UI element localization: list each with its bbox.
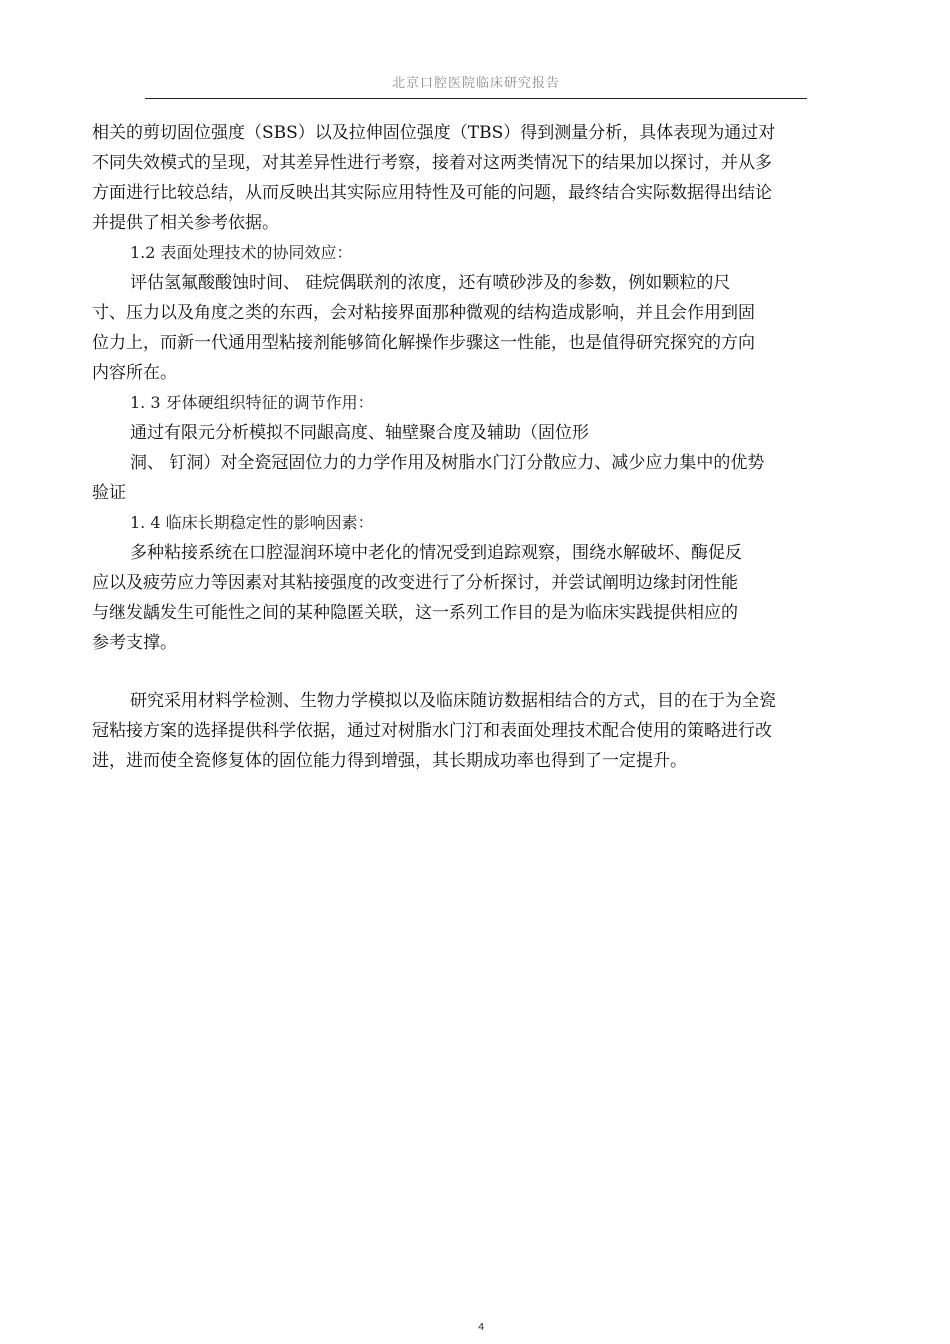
text-line: 多种粘接系统在口腔湿润环境中老化的情况受到追踪观察，围绕水解破坏、酶促反 bbox=[130, 543, 742, 563]
text-line: 通过有限元分析模拟不同龈高度、轴壁聚合度及辅助（固位形 bbox=[130, 423, 589, 443]
header-divider bbox=[145, 98, 807, 99]
page-number: 4 bbox=[478, 1322, 485, 1333]
text-line: 相关的剪切固位强度（SBS）以及拉伸固位强度（TBS）得到测量分析，具体表现为通过对 bbox=[92, 123, 776, 143]
text-line: 与继发龋发生可能性之间的某种隐匿关联，这一系列工作目的是为临床实践提供相应的 bbox=[92, 603, 738, 623]
text-line: 验证 bbox=[92, 483, 126, 503]
section-heading-1-3: 1. 3 牙体硬组织特征的调节作用： bbox=[130, 393, 374, 412]
paragraph-tooth-tissue bbox=[92, 418, 862, 508]
section-heading-1-4: 1. 4 临床长期稳定性的影响因素： bbox=[130, 513, 374, 532]
paragraph-surface-treatment bbox=[92, 268, 862, 388]
text-line: 洞、 钉洞）对全瓷冠固位力的力学作用及树脂水门汀分散应力、减少应力集中的优势 bbox=[130, 453, 765, 473]
paragraph-research-summary bbox=[92, 686, 862, 776]
text-line: 方面进行比较总结，从而反映出其实际应用特性及可能的问题，最终结合实际数据得出结论 bbox=[92, 183, 772, 203]
paragraph-long-term-stability bbox=[92, 538, 862, 658]
text-line: 内容所在。 bbox=[92, 363, 177, 383]
text-line: 位力上，而新一代通用型粘接剂能够简化解操作步骤这一性能，也是值得研究探究的方向 bbox=[92, 333, 755, 353]
page-header: 北京口腔医院临床研究报告 bbox=[391, 76, 560, 91]
text-line: 参考支撑。 bbox=[92, 633, 177, 653]
text-line: 不同失效模式的呈现，对其差异性进行考察，接着对这两类情况下的结果加以探讨，并从多 bbox=[92, 153, 772, 173]
text-line: 进，进而使全瓷修复体的固位能力得到增强，其长期成功率也得到了一定提升。 bbox=[92, 751, 687, 771]
text-line: 寸、压力以及角度之类的东西，会对粘接界面那种微观的结构造成影响，并且会作用到固 bbox=[92, 303, 755, 323]
text-line: 并提供了相关参考依据。 bbox=[92, 213, 279, 233]
text-line: 冠粘接方案的选择提供科学依据，通过对树脂水门汀和表面处理技术配合使用的策略进行改 bbox=[92, 721, 772, 741]
text-line: 研究采用材料学检测、生物力学模拟以及临床随访数据相结合的方式，目的在于为全瓷 bbox=[130, 691, 776, 711]
text-line: 评估氢氟酸酸蚀时间、 硅烷偶联剂的浓度，还有喷砂涉及的参数，例如颗粒的尺 bbox=[130, 273, 731, 293]
section-heading-1-2: 1.2 表面处理技术的协同效应： bbox=[130, 243, 353, 262]
text-line: 应以及疲劳应力等因素对其粘接强度的改变进行了分析探讨，并尝试阐明边缘封闭性能 bbox=[92, 573, 738, 593]
document-body bbox=[92, 118, 862, 776]
paragraph-retention-strength bbox=[92, 118, 862, 238]
paragraph-spacer bbox=[92, 658, 862, 686]
